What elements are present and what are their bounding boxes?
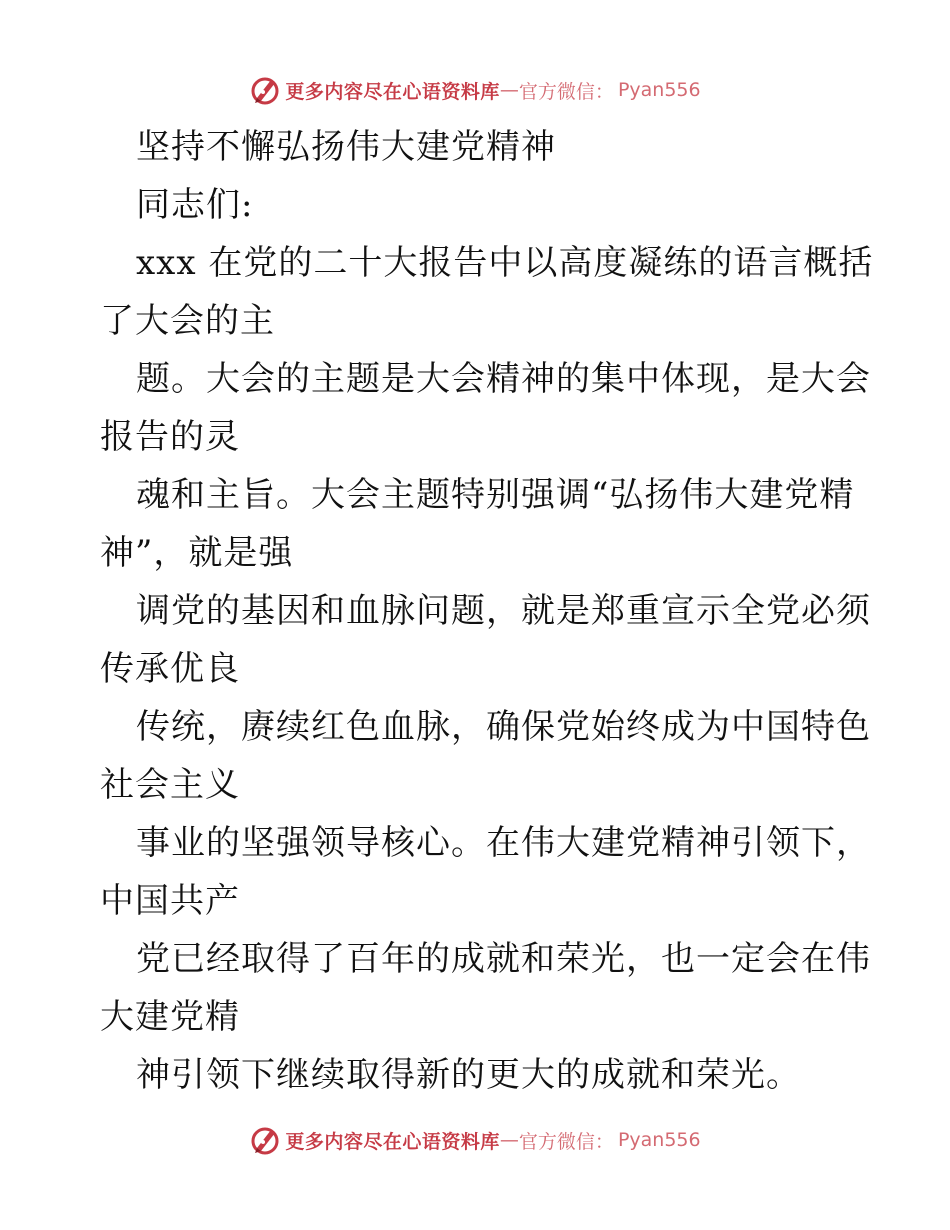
header-dash: — [499, 79, 519, 101]
paragraph-line: 事业的坚强领导核心。在伟大建党精神引领下， [136, 823, 871, 863]
salutation: 同志们: [136, 185, 254, 225]
paragraph-line: 神引领下继续取得新的更大的成就和荣光。 [136, 1055, 801, 1095]
document-title: 坚持不懈弘扬伟大建党精神 [136, 127, 556, 167]
footer-banner [0, 1122, 950, 1158]
paragraph-line: 调党的基因和血脉问题，就是郑重宣示全党必须 [136, 591, 871, 631]
paragraph-line: 神”，就是强 [100, 533, 294, 573]
paragraph-line: 社会主义 [100, 765, 240, 805]
paragraph-line: 中国共产 [100, 881, 240, 921]
header-wechat-label: 官方微信： [518, 80, 614, 103]
paragraph-line: 大建党精 [100, 997, 240, 1037]
footer-wechat-id: Pyan556 [617, 1129, 701, 1151]
paragraph-line: 魂和主旨。大会主题特别强调“弘扬伟大建党精 [136, 475, 855, 515]
header-main-text: 更多内容尽在心语资料库 [285, 80, 500, 103]
pen-logo-icon [249, 1124, 281, 1156]
paragraph-line: 报告的灵 [100, 417, 240, 457]
paragraph-line: 了大会的主 [100, 301, 275, 341]
paragraph-line: 题。大会的主题是大会精神的集中体现，是大会 [136, 359, 871, 399]
header-wechat-id: Pyan556 [617, 79, 701, 101]
pen-logo-icon [249, 74, 281, 106]
footer-wechat-label: 官方微信： [518, 1130, 614, 1153]
document-body [100, 118, 874, 1104]
paragraph-line: xxx 在党的二十大报告中以高度凝练的语言概括 [136, 243, 874, 283]
footer-dash: — [499, 1129, 519, 1151]
paragraph-line: 传承优良 [100, 649, 240, 689]
paragraph-line: 传统，赓续红色血脉，确保党始终成为中国特色 [136, 707, 871, 747]
header-banner [0, 72, 950, 108]
footer-main-text: 更多内容尽在心语资料库 [285, 1130, 500, 1153]
paragraph-line: 党已经取得了百年的成就和荣光，也一定会在伟 [136, 939, 871, 979]
